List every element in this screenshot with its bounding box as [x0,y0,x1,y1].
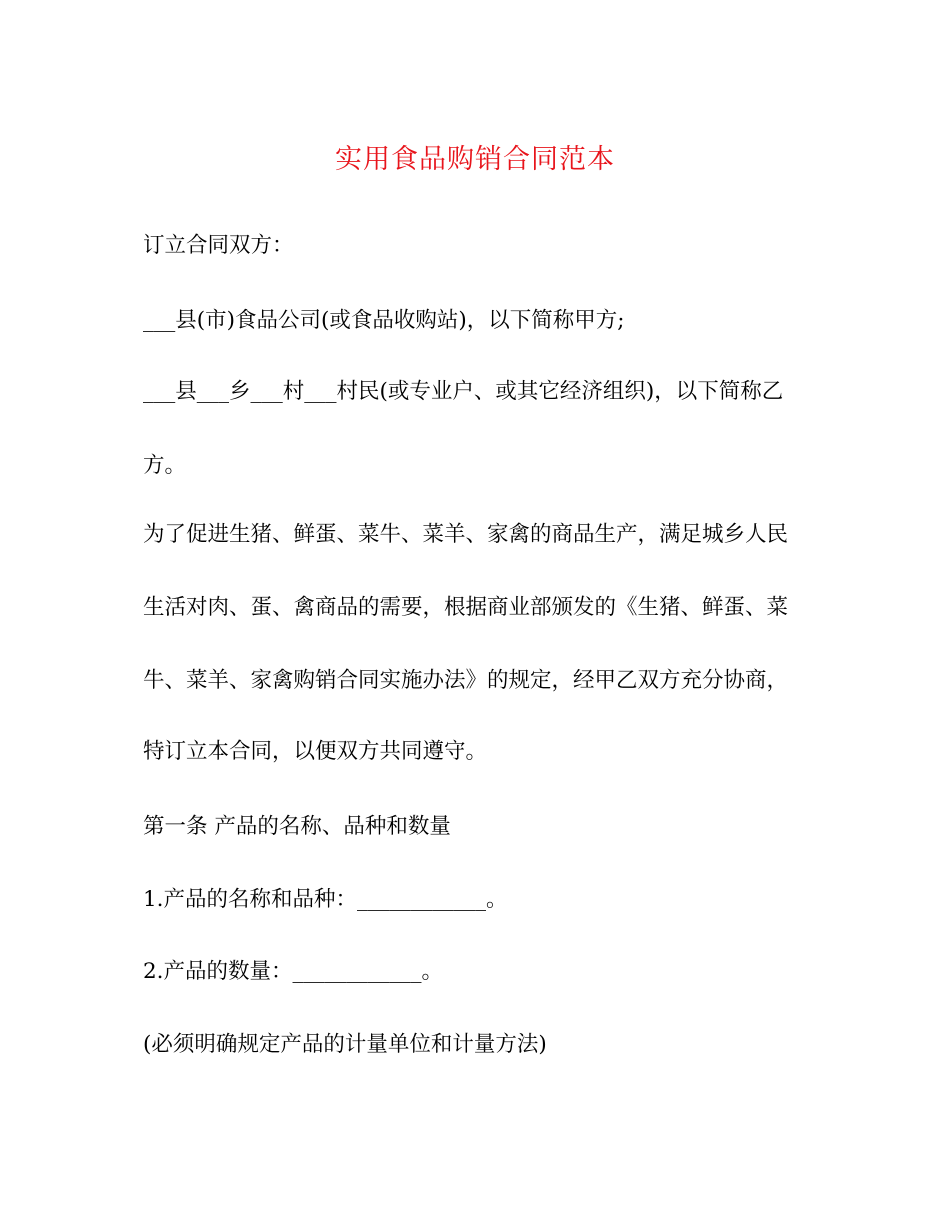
paragraph-line: 生活对肉、蛋、禽商品的需要，根据商业部颁发的《生猪、鲜蛋、菜 [143,595,789,620]
paragraph-line: 特订立本合同，以便双方共同遵守。 [143,739,488,764]
list-item: 1.产品的名称和品种：____________。 [143,887,508,912]
paragraph-line: ___县___乡___村___村民(或专业户、或其它经济组织)，以下简称乙 [143,379,784,404]
list-item: 2.产品的数量：____________。 [143,959,444,984]
paragraph-line: 方。 [143,453,187,478]
note-line: (必须明确规定产品的计量单位和计量方法) [143,1032,547,1057]
paragraph-line: 牛、菜羊、家禽购销合同实施办法》的规定，经甲乙双方充分协商， [143,668,789,693]
paragraph-line: 为了促进生猪、鲜蛋、菜牛、菜羊、家禽的商品生产，满足城乡人民 [143,522,789,547]
document-title: 实用食品购销合同范本 [335,144,615,175]
paragraph-line: 订立合同双方： [143,233,294,258]
paragraph-line: ___县(市)食品公司(或食品收购站)，以下简称甲方; [143,308,625,333]
section-heading: 第一条 产品的名称、品种和数量 [143,814,451,839]
